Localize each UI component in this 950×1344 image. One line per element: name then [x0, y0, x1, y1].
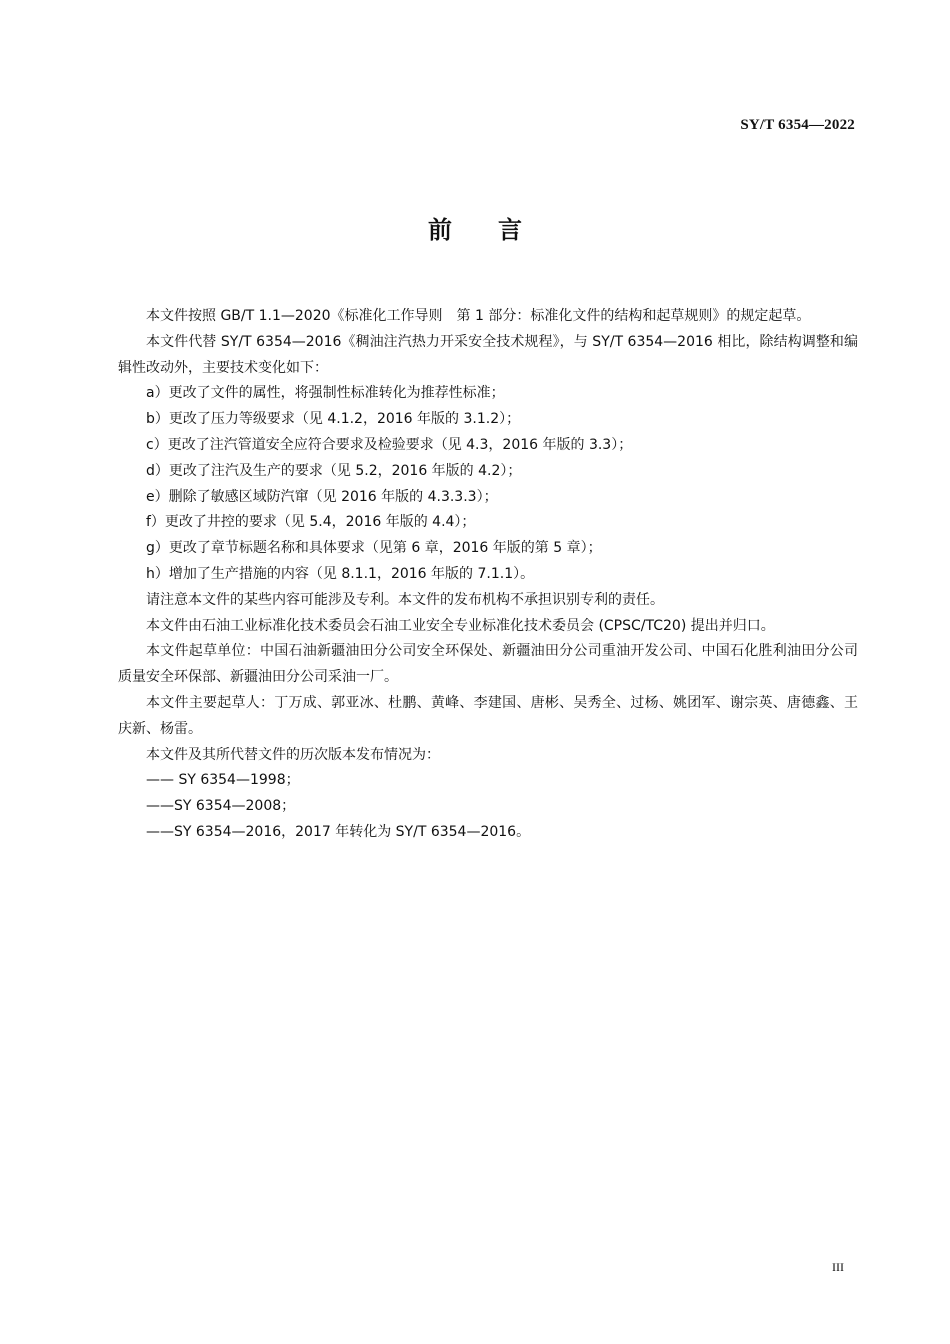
paragraph-drafters: 本文件主要起草人：丁万成、郭亚冰、杜鹏、黄峰、李建国、唐彬、吴秀全、过杨、姚团军、谢宗英、唐德鑫、王庆新、杨雷。 [118, 694, 858, 737]
paragraph-patent-notice: 请注意本文件的某些内容可能涉及专利。本文件的发布机构不承担识别专利的责任。 [146, 591, 664, 608]
paragraph-replacement: 本文件代替 SY/T 6354—2016《稠油注汽热力开采安全技术规程》，与 SY/T 6354—2016 相比，除结构调整和编辑性改动外，主要技术变化如下： [118, 333, 858, 376]
list-item: ——SY 6354—2008； [146, 798, 296, 815]
list-item: c）更改了注汽管道安全应符合要求及检验要求（见 4.3，2016 年版的 3.3）； [146, 436, 633, 453]
list-item: a）更改了文件的属性，将强制性标准转化为推荐性标准； [146, 385, 505, 402]
list-item: b）更改了压力等级要求（见 4.1.2，2016 年版的 3.1.2）； [146, 411, 521, 428]
list-item: ——SY 6354—2016，2017 年转化为 SY/T 6354—2016。 [146, 823, 531, 840]
list-item: d）更改了注汽及生产的要求（见 5.2，2016 年版的 4.2）； [146, 462, 522, 479]
paragraph-history-intro: 本文件及其所代替文件的历次版本发布情况为： [146, 746, 440, 763]
list-item: f）更改了井控的要求（见 5.4，2016 年版的 4.4）； [146, 514, 476, 531]
list-item: g）更改了章节标题名称和具体要求（见第 6 章，2016 年版的第 5 章）； [146, 540, 602, 557]
version-history-list [118, 768, 858, 845]
list-item: e）删除了敏感区域防汽窜（见 2016 年版的 4.3.3.3）； [146, 488, 498, 505]
list-item: h）增加了生产措施的内容（见 8.1.1，2016 年版的 7.1.1）。 [146, 565, 535, 582]
list-item: —— SY 6354—1998； [146, 772, 300, 789]
foreword-body [118, 304, 858, 846]
paragraph-drafting-units: 本文件起草单位：中国石油新疆油田分公司安全环保处、新疆油田分公司重油开发公司、中国石化胜利油田分公司质量安全环保部、新疆油田分公司采油一厂。 [118, 643, 858, 686]
paragraph-proposer: 本文件由石油工业标准化技术委员会石油工业安全专业标准化技术委员会 (CPSC/TC20) 提出并归口。 [146, 617, 775, 634]
page-number: III [832, 1260, 844, 1274]
technical-changes-list [118, 381, 858, 587]
document-number: SY/T 6354—2022 [740, 117, 855, 133]
paragraph-drafting-basis: 本文件按照 GB/T 1.1—2020《标准化工作导则 第 1 部分：标准化文件的结构和起草规则》的规定起草。 [146, 308, 811, 324]
page-title: 前言 [428, 216, 568, 244]
